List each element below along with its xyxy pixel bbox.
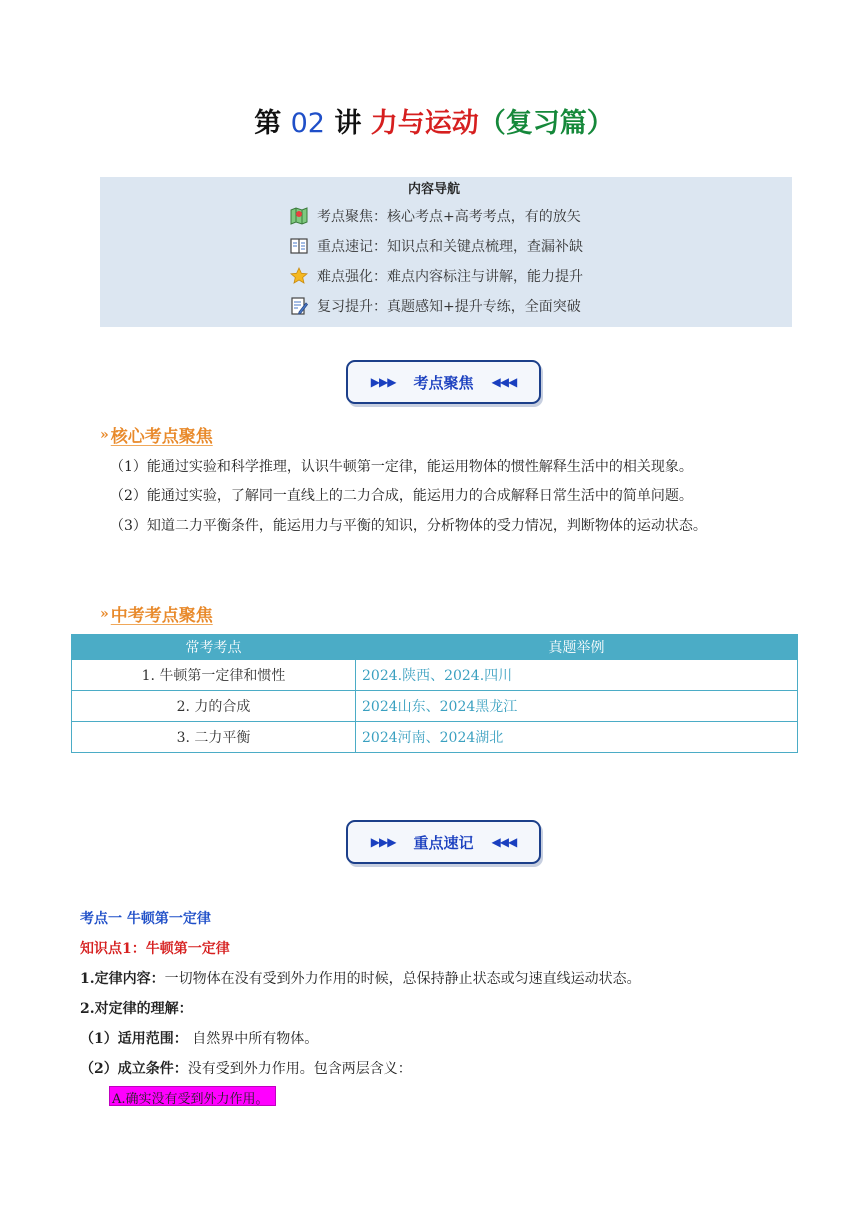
core-item: （3）知道二力平衡条件，能运用力与平衡的知识，分析物体的受力情况，判断物体的运动状态。 — [110, 518, 707, 534]
arrows-right-icon: ▶▶▶ — [370, 375, 396, 389]
title-part2: 02 — [290, 108, 325, 139]
table-cell-example: 2024.陕西、2024.四川 — [356, 660, 798, 691]
exam-heading — [100, 601, 213, 626]
nav-item-difficult — [289, 265, 583, 287]
map-icon — [289, 206, 309, 226]
table-header-example: 真题举例 — [356, 635, 798, 660]
nav-item-text: 重点速记：知识点和关键点梳理，查漏补缺 — [317, 239, 583, 255]
topic-title: 考点一 牛顿第一定律 — [80, 911, 211, 927]
book-icon — [289, 236, 309, 256]
scope-line — [80, 1028, 318, 1048]
nav-item-text: 难点强化：难点内容标注与讲解，能力提升 — [317, 269, 583, 285]
table-row — [72, 722, 798, 753]
arrows-right-icon: ▶▶▶ — [370, 835, 396, 849]
table-row — [72, 691, 798, 722]
title-part1: 第 — [254, 108, 282, 139]
exam-heading-text: 中考考点聚焦 — [110, 606, 213, 626]
section-banner-notes — [346, 820, 541, 864]
nav-item-review — [289, 295, 581, 317]
condition-text: 没有受到外力作用。包含两层含义： — [187, 1061, 412, 1077]
nav-title: 内容导航 — [407, 182, 460, 197]
core-item: （1）能通过实验和科学推理，认识牛顿第一定律，能运用物体的惯性解释生活中的相关现象。 — [110, 459, 693, 475]
double-chevron-icon: » — [100, 605, 109, 622]
table-header-point: 常考考点 — [72, 635, 356, 660]
exam-points-table — [71, 634, 798, 753]
law-understanding-line — [80, 998, 193, 1018]
nav-item-notes — [289, 235, 583, 257]
section-banner-focus — [346, 360, 541, 404]
table-cell-example: 2024山东、2024黑龙江 — [356, 691, 798, 722]
table-cell-point: 3. 二力平衡 — [72, 722, 356, 753]
table-cell-example: 2024河南、2024湖北 — [356, 722, 798, 753]
nav-item-text: 考点聚焦：核心考点+高考考点，有的放矢 — [317, 209, 581, 225]
table-cell-point: 1. 牛顿第一定律和惯性 — [72, 660, 356, 691]
page-title — [0, 104, 868, 144]
condition-line — [80, 1058, 412, 1078]
highlighted-note: A.确实没有受到外力作用。 — [109, 1086, 276, 1106]
arrows-left-icon: ◀◀◀ — [491, 835, 517, 849]
table-cell-point: 2. 力的合成 — [72, 691, 356, 722]
scope-text: 自然界中所有物体。 — [192, 1031, 319, 1047]
law-content-line — [80, 968, 641, 988]
core-heading-text: 核心考点聚焦 — [110, 427, 213, 447]
table-header-row — [72, 635, 798, 660]
condition-label: （2）成立条件： — [80, 1061, 188, 1077]
title-part3: 讲 — [334, 108, 362, 139]
core-heading — [100, 422, 213, 447]
title-part4: 力与运动 — [370, 108, 479, 139]
scope-label: （1）适用范围： — [80, 1031, 188, 1047]
core-item: （2）能通过实验，了解同一直线上的二力合成，能运用力的合成解释日常生活中的简单问题。 — [110, 488, 693, 504]
knowledge-point-title: 知识点1：牛顿第一定律 — [80, 941, 230, 957]
banner-label: 考点聚焦 — [413, 373, 474, 392]
law-understanding-label: 2.对定律的理解： — [80, 1001, 193, 1017]
law-content-label: 1.定律内容： — [80, 971, 165, 987]
double-chevron-icon: » — [100, 426, 109, 443]
law-content-text: 一切物体在没有受到外力作用的时候，总保持静止状态或匀速直线运动状态。 — [164, 971, 641, 987]
banner-label: 重点速记 — [413, 833, 474, 852]
title-part5: （复习篇） — [478, 108, 614, 139]
table-row — [72, 660, 798, 691]
nav-item-text: 复习提升：真题感知+提升专练，全面突破 — [317, 299, 581, 315]
nav-item-focus — [289, 205, 581, 227]
edit-icon — [289, 296, 309, 316]
star-icon — [289, 266, 309, 286]
arrows-left-icon: ◀◀◀ — [491, 375, 517, 389]
